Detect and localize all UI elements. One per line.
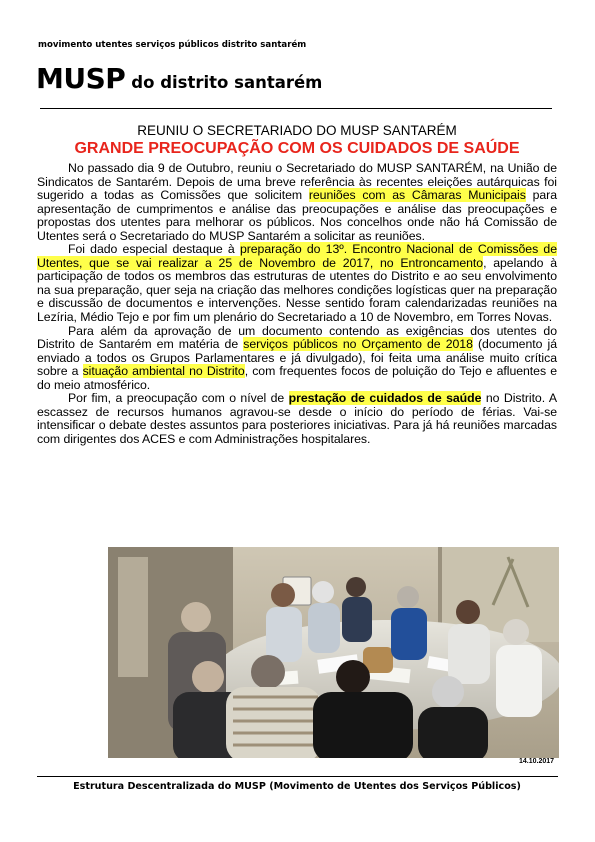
highlight-ambiental: situação ambiental no Distrito (82, 364, 245, 379)
highlight-orcamento: serviços públicos no Orçamento de 2018 (243, 337, 473, 352)
paragraph-4 (37, 392, 557, 446)
paragraph-2-text: Foi dado especial destaque à (68, 242, 240, 257)
meeting-photo (108, 547, 559, 758)
paragraph-3 (37, 325, 557, 393)
masthead (36, 62, 322, 95)
paragraph-3-text-mid: (documento já enviado a todos os Grupos Parlamentares e já divulgado), foi feita uma análise muito crítica sobre a (37, 337, 557, 379)
meeting-photo-illustration (108, 547, 559, 758)
paragraph-3-text-end: , com frequentes focos de poluição do Tejo e afluentes e do meio atmosférico. (37, 364, 557, 392)
paragraph-1-text: No passado dia 9 de Outubro, reuniu o Secretariado do MUSP SANTARÉM, na União de Sindicatos de Santarém. Depois de uma breve referência às recentes eleições autárquicas foi sugerido a todas as Comissões que solicitem (37, 161, 557, 203)
article-headline: GRANDE PREOCUPAÇÃO COM OS CUIDADOS DE SAÚDE (74, 140, 520, 157)
paragraph-3-text: Para além da aprovação de um documento contendo as exigências dos utentes do Distrito de Santarém em matéria de (37, 323, 557, 352)
article-kicker: REUNIU O SECRETARIADO DO MUSP SANTARÉM (137, 123, 457, 138)
masthead-musp: MUSP (36, 62, 126, 95)
header-divider (40, 108, 552, 109)
masthead-district: do distrito santarém (131, 73, 323, 92)
photo-date: 14.10.2017 (519, 758, 555, 765)
paragraph-1 (37, 162, 557, 243)
article-body (37, 162, 557, 446)
footer-divider (37, 776, 558, 777)
paragraph-2-text-end: , apelando à participação de todos os membros das estruturas de utentes do Distrito e ao seu envolvimento na sua preparação, quer seja na criação das melhores condições logísticas quer na preparação e discussão de documentos e intervenções. Nesse sentido foram calendarizadas reuniões na Lezíria, Médio Tejo e por fim um plenário do Secretariado a 10 de Novembro, em Torres Novas. (37, 255, 557, 325)
highlight-encontro: preparação do 13º. Encontro Nacional de Comissões de Utentes, que se vai realizar a 25 de Novembro de 2017, no Entroncamento (37, 242, 558, 270)
footer-text: Estrutura Descentralizada do MUSP (Movimento de Utentes dos Serviços Públicos) (73, 781, 521, 792)
paragraph-1-text-end: para apresentação de cumprimentos e análise das preocupações e análise das preocupações e propostas dos utentes para melhorar os públicos. Nos concelhos onde não há Comissão de Utentes será o Secretariado do MUSP Santarém a solicitar as reuniões. (37, 188, 557, 243)
highlight-cuidados-saude: prestação de cuidados de saúde (288, 391, 482, 406)
highlight-camaras: reuniões com as Câmaras Municipais (308, 188, 526, 203)
organization-tagline: movimento utentes serviços públicos distrito santarém (38, 40, 307, 50)
paragraph-2 (37, 243, 557, 324)
paragraph-4-text-end: no Distrito. A escassez de recursos humanos agravou-se desde o início do período de férias. Vai-se intensificar o debate destes assuntos para posteriores iniciativas. Para já há reuniões marcadas com dirigentes dos ACES e com Administrações hospitalares. (37, 391, 557, 446)
paragraph-4-text: Por fim, a preocupação com o nível de (68, 391, 289, 406)
